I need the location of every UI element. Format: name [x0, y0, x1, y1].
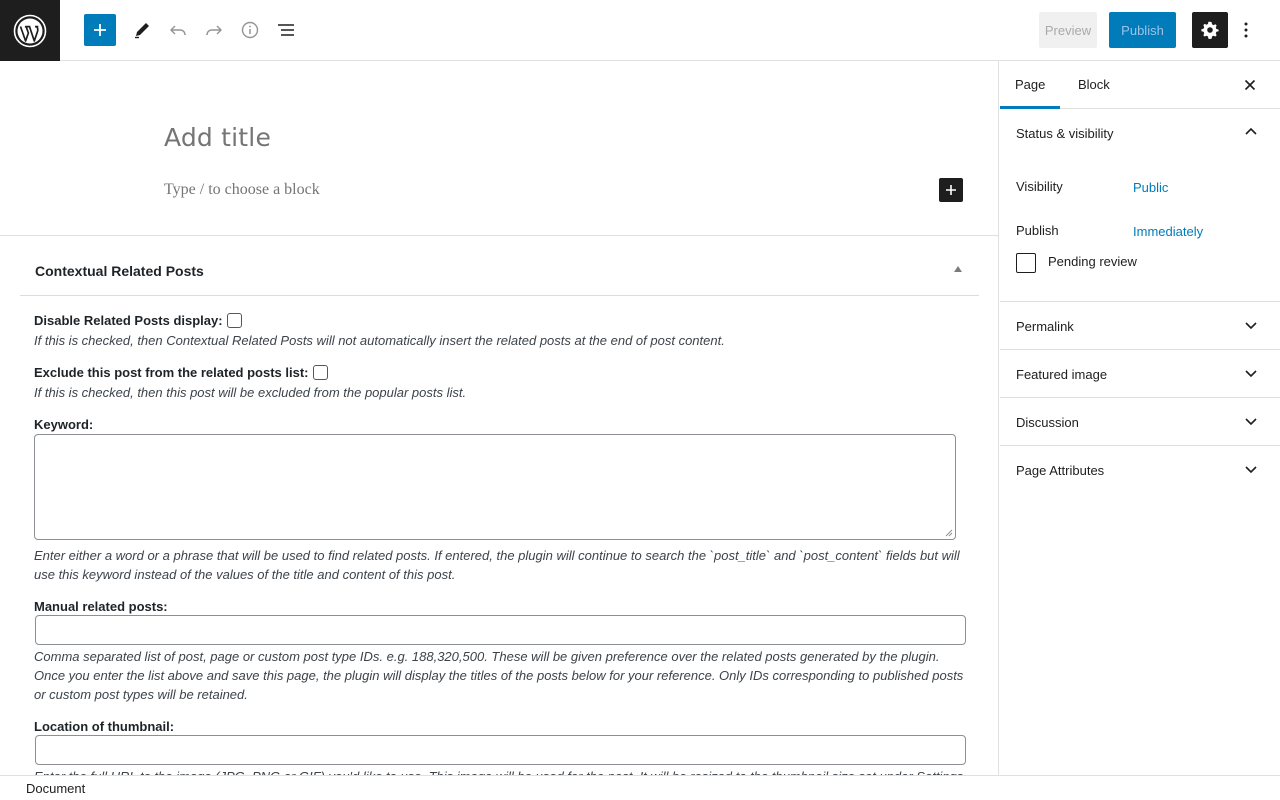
preview-button[interactable]: Preview — [1039, 12, 1097, 48]
plus-icon — [92, 22, 108, 38]
wordpress-logo-icon[interactable] — [0, 0, 60, 61]
chevron-down-icon — [1244, 414, 1258, 428]
thumbnail-location-input[interactable] — [35, 735, 966, 765]
permalink-panel[interactable] — [1000, 302, 1280, 350]
settings-button[interactable] — [1192, 12, 1228, 48]
chevron-down-icon — [1244, 366, 1258, 380]
undo-icon — [168, 20, 188, 40]
resize-grip-icon[interactable] — [945, 529, 953, 537]
inline-add-block-button[interactable] — [939, 178, 963, 202]
pencil-icon — [132, 20, 152, 40]
exclude-checkbox[interactable] — [313, 365, 328, 380]
block-appender[interactable]: Type / to choose a block — [164, 181, 320, 198]
editor-canvas — [0, 61, 999, 775]
close-sidebar-button[interactable] — [1240, 75, 1260, 95]
disable-label: Disable Related Posts display: — [34, 313, 223, 328]
manual-related-input[interactable] — [35, 615, 966, 645]
tools-button[interactable] — [126, 14, 158, 46]
panel-title: Page Attributes — [1016, 463, 1105, 478]
redo-button[interactable] — [198, 14, 230, 46]
metabox-title: Contextual Related Posts — [35, 263, 204, 279]
visibility-label: Visibility — [1016, 179, 1063, 194]
redo-icon — [204, 20, 224, 40]
chevron-up-icon — [1244, 125, 1258, 139]
editor-header — [0, 0, 1280, 61]
featured-image-panel[interactable] — [1000, 350, 1280, 398]
info-icon — [240, 20, 260, 40]
add-block-button[interactable] — [84, 14, 116, 46]
panel-title: Permalink — [1016, 319, 1074, 334]
sidebar-tabs — [1000, 61, 1280, 109]
undo-button[interactable] — [162, 14, 194, 46]
keyword-textarea[interactable] — [34, 434, 956, 540]
panel-title: Featured image — [1016, 367, 1108, 382]
page-attributes-panel[interactable] — [1000, 446, 1280, 493]
chevron-down-icon — [1244, 462, 1258, 476]
thumbnail-label: Location of thumbnail: — [34, 719, 175, 734]
keyword-label: Keyword: — [34, 417, 94, 432]
settings-sidebar — [1000, 61, 1280, 775]
exclude-description: If this is checked, then this post will be excluded from the popular posts list. — [34, 385, 467, 400]
more-vertical-icon — [1244, 21, 1248, 39]
panel-toggle[interactable] — [1000, 109, 1280, 156]
plus-icon — [945, 184, 957, 196]
publish-label: Publish — [1016, 223, 1059, 238]
list-view-icon — [276, 20, 296, 40]
status-panel-body — [1000, 156, 1280, 301]
disable-checkbox[interactable] — [227, 313, 242, 328]
collapse-arrow-icon[interactable] — [954, 266, 962, 272]
post-title-input[interactable]: Add title — [164, 123, 272, 152]
breadcrumb-document[interactable]: Document — [26, 781, 86, 796]
gear-icon — [1200, 20, 1220, 40]
discussion-panel[interactable] — [1000, 398, 1280, 446]
pending-review-label: Pending review — [1048, 254, 1137, 269]
disable-description: If this is checked, then Contextual Related Posts will not automatically insert the related posts at the end of post content. — [34, 333, 725, 348]
details-button[interactable] — [234, 14, 266, 46]
pending-review-checkbox[interactable] — [1016, 253, 1036, 273]
crp-metabox — [20, 236, 979, 734]
exclude-row — [34, 364, 328, 382]
keyword-description: Enter either a word or a phrase that will be used to find related posts. If entered, the plugin will continue to search the `post_title` and `post_content` fields but will use this keyword instead of the values of the title and content of this post. — [34, 548, 960, 582]
close-icon — [1244, 79, 1256, 91]
block-breadcrumb-bar — [0, 775, 1280, 800]
chevron-down-icon — [1244, 318, 1258, 332]
tab-page[interactable]: Page — [1000, 61, 1060, 109]
publish-button[interactable]: Publish — [1109, 12, 1176, 48]
list-view-button[interactable] — [270, 14, 302, 46]
more-options-button[interactable] — [1236, 14, 1256, 46]
visibility-toggle[interactable]: Public — [1133, 180, 1169, 195]
tab-block[interactable]: Block — [1078, 77, 1110, 92]
status-visibility-panel — [1000, 109, 1280, 302]
manual-description: Comma separated list of post, page or custom post type IDs. e.g. 188,320,500. These will be given preference over the related posts generated by the plugin. Once you enter the list above and save this page, the plugin will display the titles of the posts below for your reference. Only IDs corresponding to published posts or custom post types will be retained. — [34, 649, 964, 702]
disable-row — [34, 312, 242, 330]
exclude-label: Exclude this post from the related posts list: — [34, 365, 309, 380]
metabox-header[interactable] — [20, 236, 979, 296]
manual-label: Manual related posts: — [34, 599, 168, 614]
panel-title: Discussion — [1016, 415, 1079, 430]
panel-title: Status & visibility — [1016, 126, 1114, 141]
publish-date-toggle[interactable]: Immediately — [1133, 224, 1204, 239]
